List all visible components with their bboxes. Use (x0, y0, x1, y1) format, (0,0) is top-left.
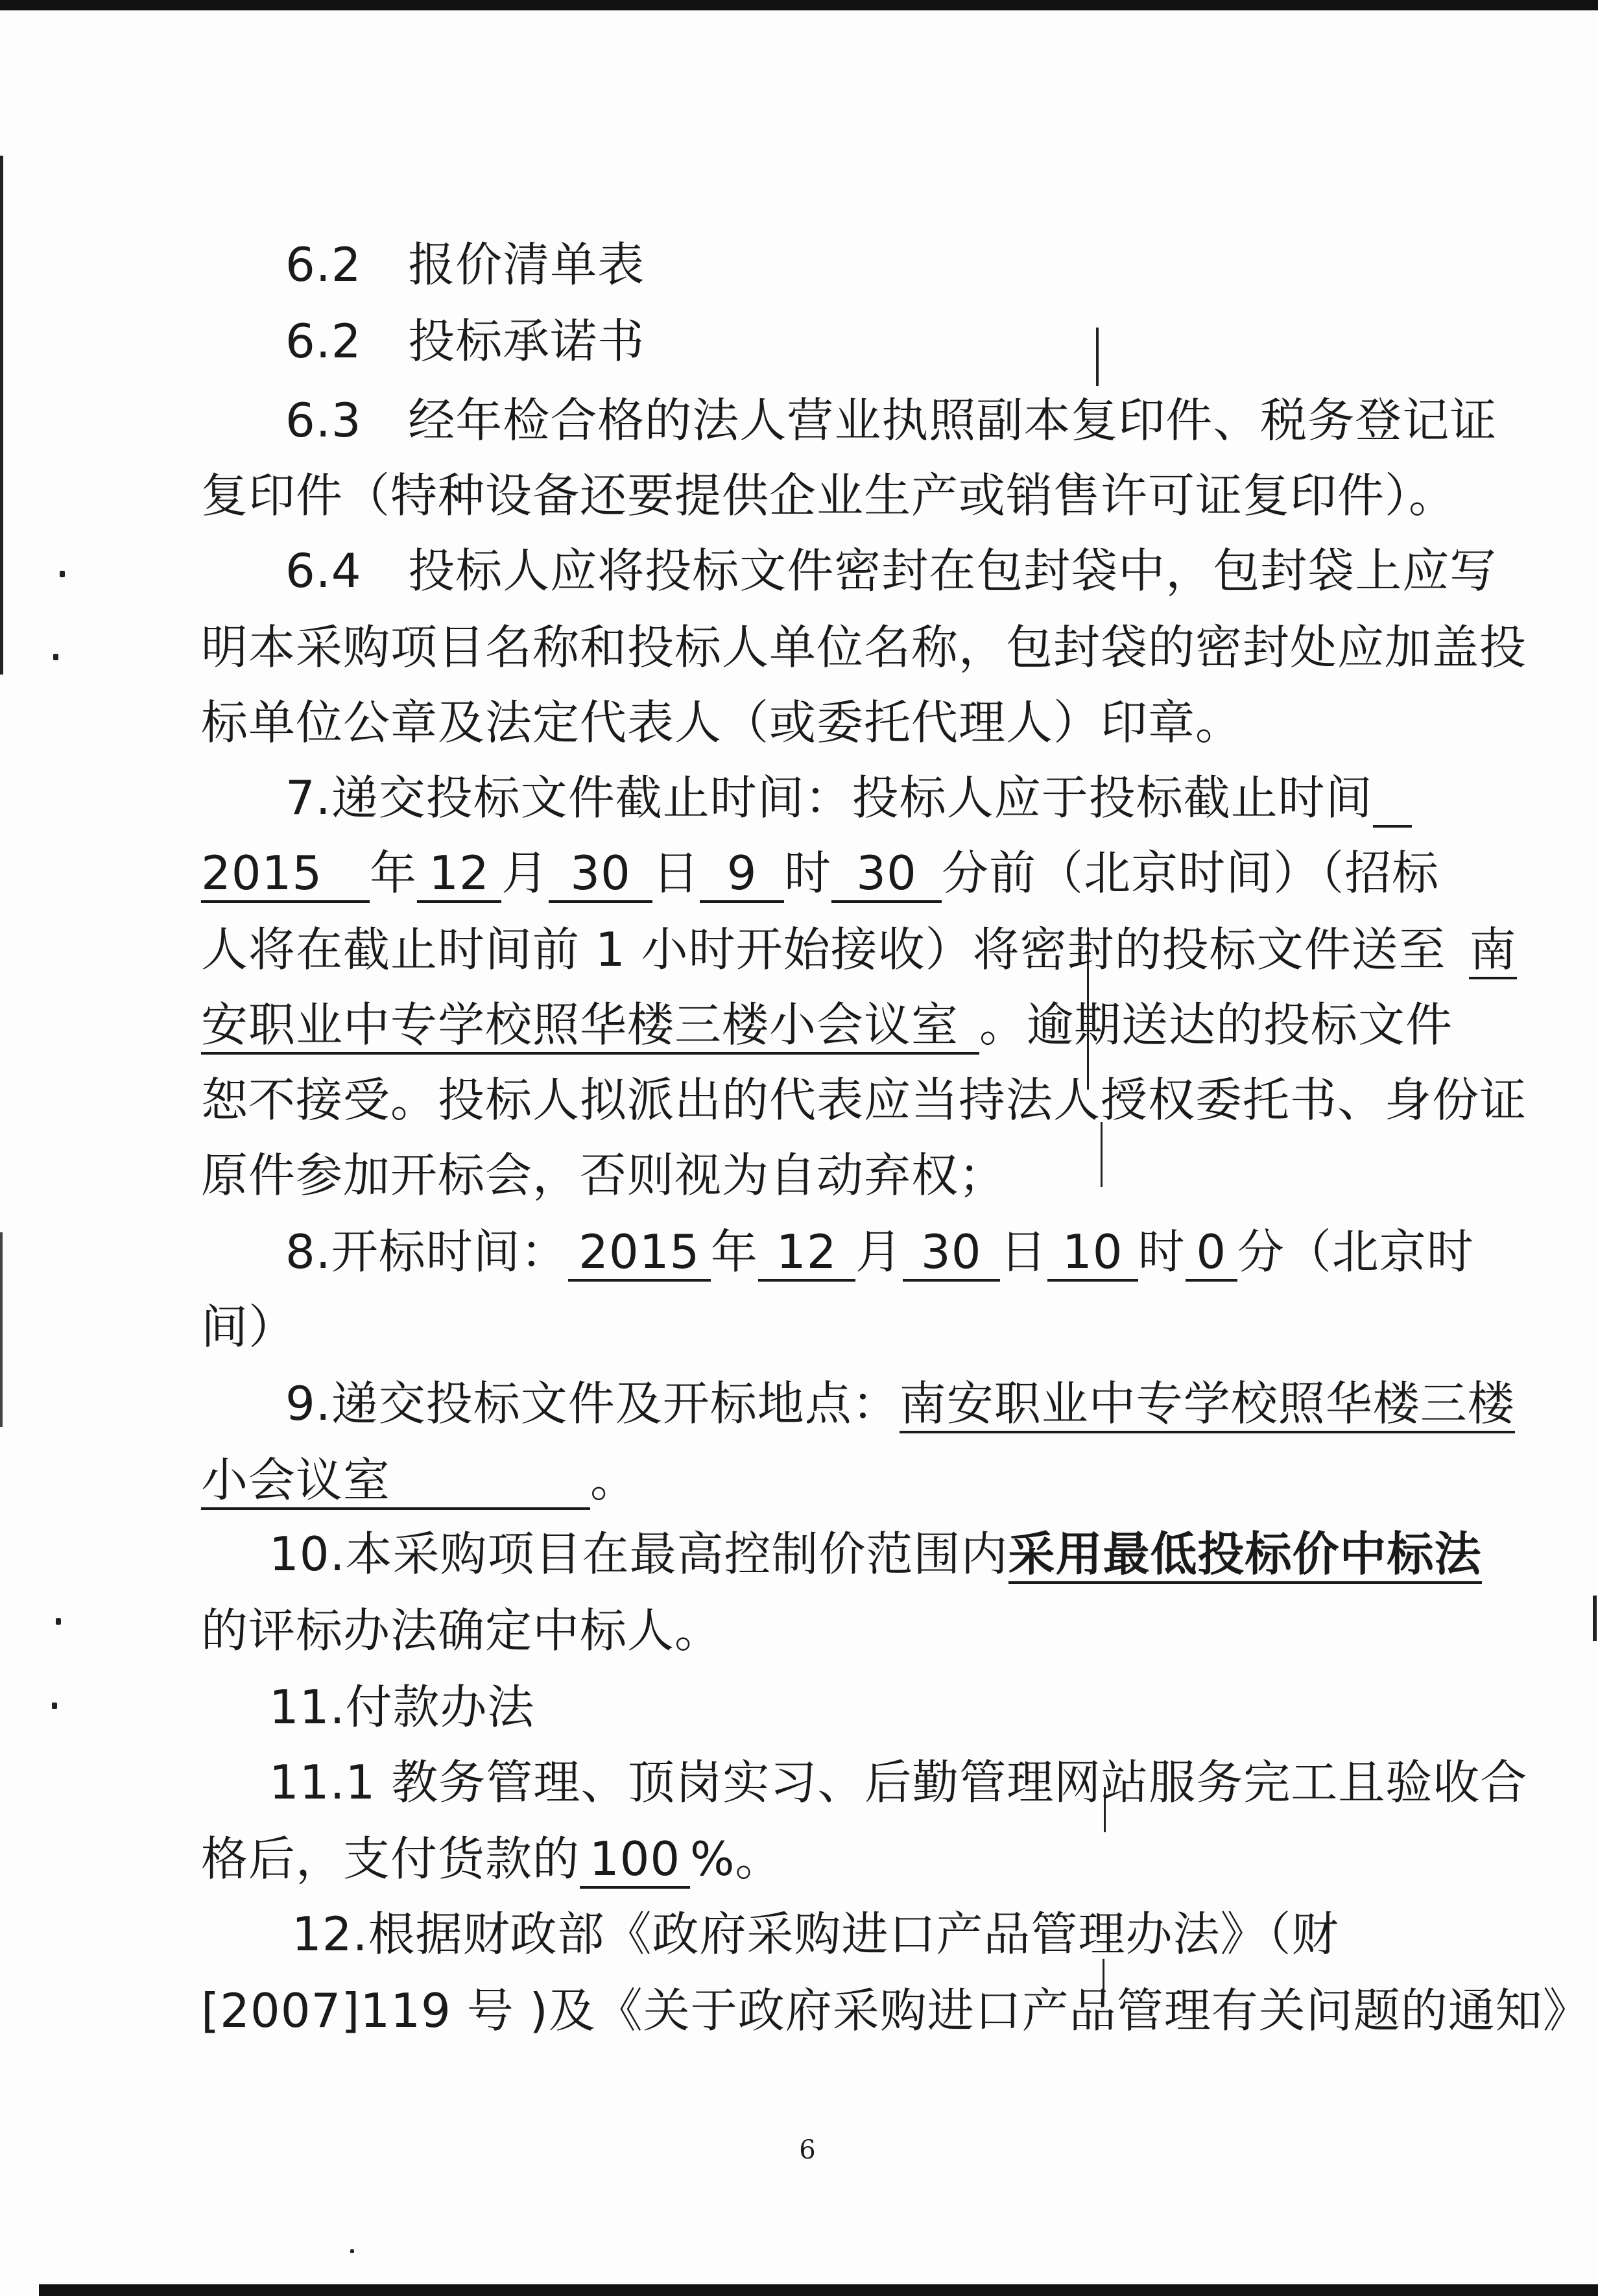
doc-line (285, 388, 1497, 453)
deadline-year: 2015 (201, 846, 370, 903)
doc-line (285, 309, 1492, 374)
doc-line (201, 1295, 1407, 1359)
doc-line (201, 1143, 1407, 1208)
clause-text: 经年检合格的法人营业执照副本复印件、税务登记证 (408, 393, 1497, 448)
date-unit: 年 (710, 1225, 758, 1279)
clause-text: 恕不接受。投标人拟派出的代表应当持法人授权委托书、身份证 (201, 1073, 1527, 1127)
scan-border-left (0, 156, 3, 675)
doc-line (201, 690, 1407, 755)
clause-text: 11.1 教务管理、顶岗实习、后勤管理网站服务完工且验收合 (269, 1755, 1528, 1810)
scan-border-left (0, 1232, 3, 1427)
clause-text: 。逾期送达的投标文件 (979, 998, 1453, 1052)
doc-line (201, 841, 1440, 905)
clause-text: 原件参加开标会，否则视为自动弃权； (201, 1148, 1007, 1202)
opening-month: 12 (758, 1225, 855, 1282)
clause-text: 复印件（特种设备还要提供企业生产或销售许可证复印件）。 (201, 468, 1457, 523)
clause-text: 明本采购项目名称和投标人单位名称，包封袋的密封处应加盖投 (201, 620, 1527, 675)
page-number: 6 (799, 2135, 816, 2165)
clause-number: 6.2 (285, 237, 362, 292)
opening-minute: 0 (1186, 1225, 1237, 1282)
clause-text: 11.付款办法 (269, 1680, 535, 1734)
doc-line (201, 1068, 1527, 1132)
doc-line (201, 1448, 1407, 1513)
scan-dot (350, 2249, 354, 2253)
deadline-hour: 9 (700, 846, 784, 903)
evaluation-method: 采用最低投标价中标法 (1008, 1527, 1482, 1584)
clause-text: 的评标办法确定中标人。 (201, 1603, 722, 1658)
scan-mark (1593, 1596, 1597, 1641)
date-unit: 日 (652, 846, 700, 900)
doc-line (201, 1978, 1590, 2043)
scan-dot (60, 571, 65, 577)
opening-hour: 10 (1047, 1225, 1138, 1282)
doc-line (285, 1371, 1515, 1436)
doc-line (201, 615, 1527, 680)
doc-line (269, 1750, 1528, 1815)
doc-line (201, 917, 1517, 982)
clause-text: 投标人应将投标文件密封在包封袋中，包封袋上应写 (408, 544, 1497, 598)
clause-text: 间） (201, 1300, 296, 1354)
submission-place: 南 (1469, 922, 1516, 979)
clause-text: 格后，支付货款的 (201, 1832, 580, 1886)
scan-dot (53, 654, 58, 660)
date-unit: 月 (855, 1225, 903, 1279)
deadline-month: 12 (417, 846, 501, 903)
doc-line (201, 463, 1457, 528)
doc-line (201, 992, 1453, 1057)
doc-line (285, 765, 1492, 830)
clause-text: %。 (690, 1832, 783, 1886)
doc-line (292, 1902, 1498, 1967)
scan-dot (56, 1618, 61, 1625)
scan-border-top (0, 0, 1598, 10)
submission-place: 安职业中专学校照华楼三楼小会议室 (201, 998, 979, 1055)
doc-line (285, 232, 1492, 297)
clause-text: 。 (590, 1453, 638, 1507)
clause-text: 8.开标时间： (285, 1225, 568, 1279)
opening-year: 2015 (568, 1225, 711, 1282)
clause-text: 分前（北京时间）（招标 (942, 846, 1440, 900)
opening-place: 南安职业中专学校照华楼三楼 (900, 1376, 1515, 1433)
blank-line (1373, 771, 1412, 828)
deadline-minute: 30 (831, 846, 942, 903)
clause-text: 报价清单表 (408, 237, 645, 292)
date-unit: 月 (501, 846, 549, 900)
date-unit: 日 (999, 1225, 1047, 1279)
clause-text: 12.根据财政部《政府采购进口产品管理办法》（财 (292, 1907, 1339, 1961)
doc-line (285, 1219, 1492, 1284)
doc-line (285, 538, 1497, 603)
clause-text: 标单位公章及法定代表人（或委托代理人）印章。 (201, 695, 1243, 750)
clause-number: 6.3 (285, 393, 362, 448)
clause-text: 10.本采购项目在最高控制价范围内 (269, 1527, 1008, 1581)
doc-line (201, 1598, 1407, 1663)
date-unit: 年 (370, 846, 418, 900)
deadline-day: 30 (549, 846, 652, 903)
date-unit: 时 (1138, 1225, 1186, 1279)
clause-text: [2007]119 号 )及《关于政府采购进口产品管理有关问题的通知》 (201, 1983, 1590, 2038)
clause-text: 9.递交投标文件及开标地点： (285, 1376, 900, 1431)
clause-text: 分（北京时 (1237, 1225, 1474, 1279)
opening-day: 30 (903, 1225, 1000, 1282)
doc-line (201, 1826, 1407, 1891)
doc-line (269, 1675, 1475, 1740)
scan-dot (52, 1703, 57, 1709)
payment-percent: 100 (580, 1832, 690, 1889)
clause-text: 人将在截止时间前 1 小时开始接收）将密封的投标文件送至 (201, 922, 1446, 977)
scan-border-bottom (39, 2284, 1598, 2296)
opening-place: 小会议室 (201, 1453, 590, 1510)
clause-text: 投标承诺书 (408, 314, 645, 368)
clause-number: 6.2 (285, 314, 362, 368)
date-unit: 时 (784, 846, 832, 900)
clause-text: 7.递交投标文件截止时间：投标人应于投标截止时间 (285, 771, 1373, 825)
doc-line (269, 1522, 1482, 1586)
clause-number: 6.4 (285, 544, 362, 598)
